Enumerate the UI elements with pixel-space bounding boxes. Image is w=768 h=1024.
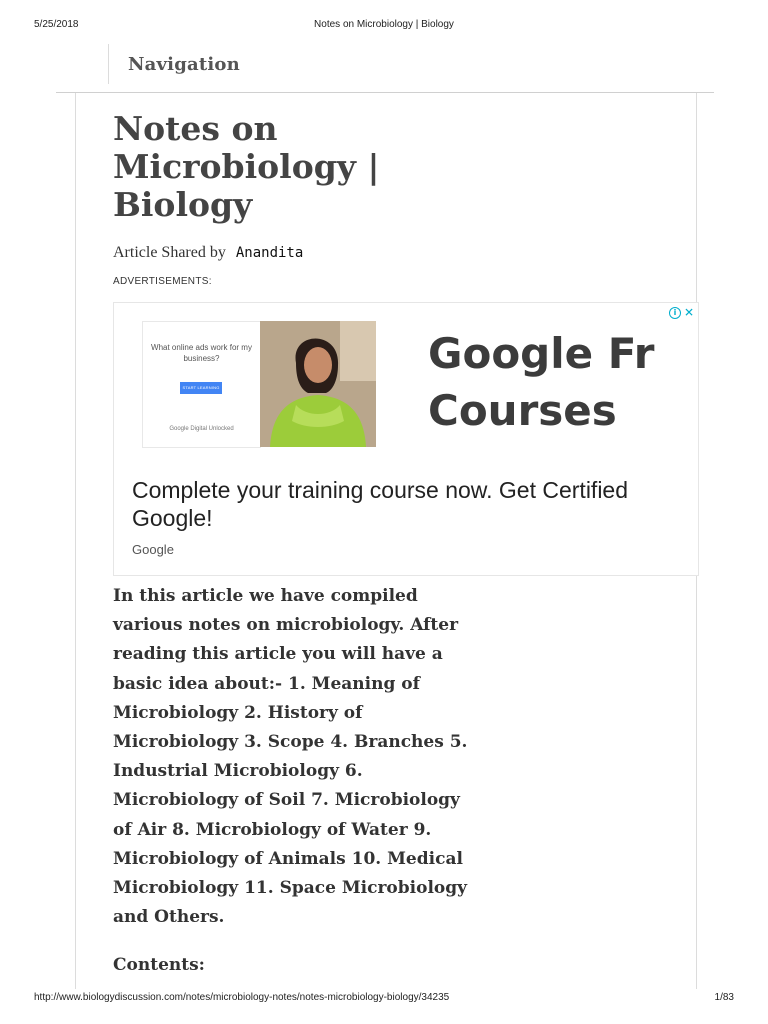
close-icon[interactable]: ✕ <box>683 305 694 320</box>
ad-card-question: What online ads work for my business? <box>151 343 252 363</box>
ad-card-brand: Google Digital Unlocked <box>169 426 234 432</box>
print-title: Notes on Microbiology | Biology <box>314 19 454 30</box>
ad-photo[interactable] <box>260 321 376 447</box>
ad-controls <box>669 305 694 320</box>
print-url: http://www.biologydiscussion.com/notes/microbiology-notes/notes-microbiology-biology/34235 <box>34 992 450 1003</box>
ad-card[interactable] <box>142 321 261 448</box>
page-title: Notes on Microbiology | Biology <box>113 109 380 224</box>
navigation-bar <box>108 44 309 84</box>
article-intro: In this article we have compiled various notes on microbiology. After reading this article you will have a basic idea about:- 1. Meaning of Microbiology 2. History of Microbiology 3. Scope 4. Branches 5. Industrial Microbiology 6. Microbiology of Soil 7. Microbiology of Air 8. Microbiology of Water 9. Microbiology of Animals 10. Medical Microbiology 11. Space Microbiology and Others. <box>113 586 468 928</box>
ad-card-button[interactable]: START LEARNING <box>180 382 222 394</box>
ad-body[interactable]: Complete your training course now. Get Certified Google! <box>132 477 629 531</box>
contents-heading: Contents: <box>113 955 205 975</box>
ad-headline[interactable]: Google Fr Courses <box>428 329 655 435</box>
byline <box>113 244 303 262</box>
advertisement[interactable] <box>113 302 699 576</box>
navigation-link[interactable]: Navigation <box>128 54 240 75</box>
print-page-number: 1/83 <box>714 992 734 1003</box>
byline-prefix: Article Shared by <box>113 244 226 261</box>
author-link[interactable]: Anandita <box>235 245 304 261</box>
print-date: 5/25/2018 <box>34 19 79 30</box>
info-icon[interactable]: i <box>669 307 681 319</box>
advertisements-label: ADVERTISEMENTS: <box>113 276 212 287</box>
ad-source: Google <box>132 542 174 557</box>
